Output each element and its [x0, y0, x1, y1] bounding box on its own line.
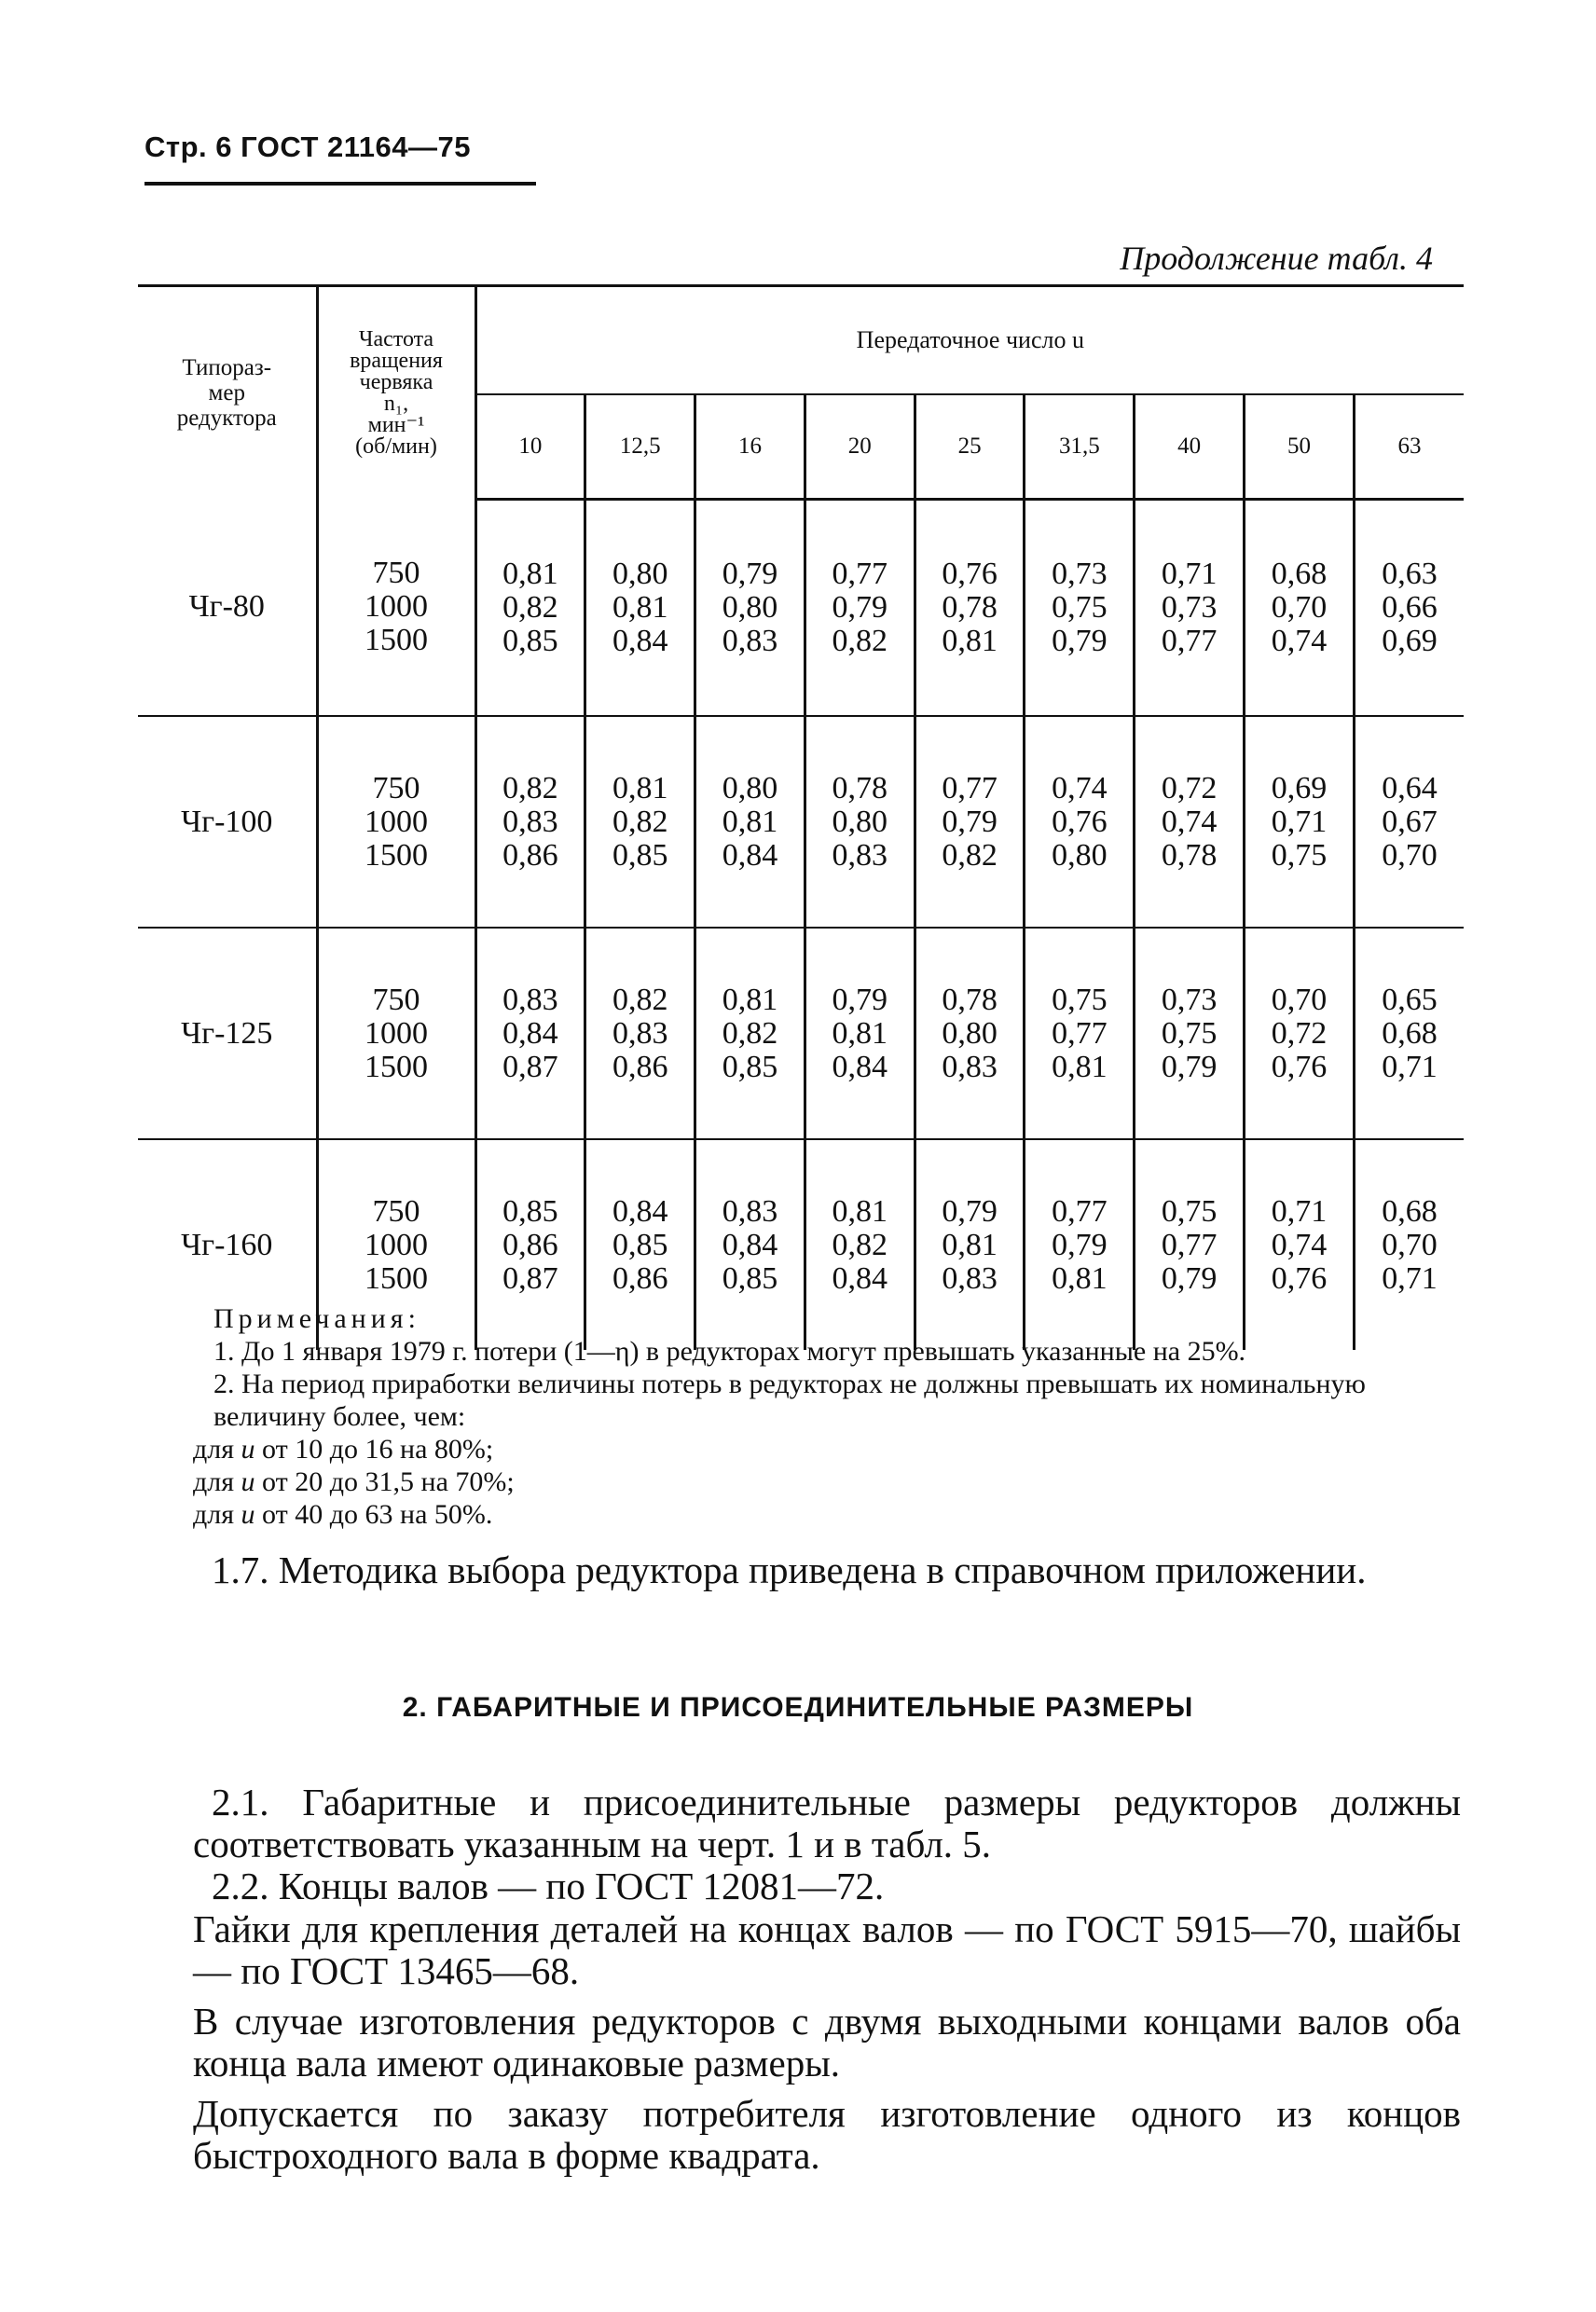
efficiency-cell — [1025, 928, 1135, 1139]
efficiency-value: 0,79 — [942, 804, 998, 839]
efficiency-value: 0,81 — [1052, 1049, 1108, 1084]
efficiency-value: 0,82 — [502, 590, 558, 625]
efficiency-value: 0,64 — [1382, 770, 1438, 805]
efficiency-stack — [696, 557, 804, 658]
efficiency-cell — [1025, 716, 1135, 928]
efficiency-cell — [475, 500, 585, 717]
efficiency-stack — [916, 984, 1024, 1084]
efficiency-value: 0,82 — [942, 837, 998, 873]
efficiency-cell — [1245, 928, 1355, 1139]
efficiency-table — [138, 284, 1464, 1350]
efficiency-value: 0,83 — [832, 837, 888, 873]
notes-title: Примечания: — [213, 1303, 420, 1334]
efficiency-value: 0,81 — [722, 804, 778, 839]
efficiency-stack — [1135, 984, 1243, 1084]
efficiency-cell — [1135, 928, 1245, 1139]
efficiency-value: 0,70 — [1271, 982, 1328, 1017]
efficiency-value: 0,70 — [1382, 1227, 1438, 1262]
worm-speeds — [317, 500, 475, 717]
efficiency-value: 0,87 — [502, 1260, 558, 1296]
efficiency-value: 0,70 — [1271, 590, 1328, 625]
header-frequency-line: вращения — [350, 348, 443, 373]
efficiency-stack — [586, 984, 694, 1084]
efficiency-value: 0,83 — [502, 982, 558, 1017]
efficiency-value: 0,77 — [832, 557, 888, 591]
efficiency-value: 0,81 — [722, 982, 778, 1017]
efficiency-cell — [585, 500, 695, 717]
limit-rest: от 10 до 16 на 80%; — [255, 1434, 494, 1465]
efficiency-value: 0,73 — [1052, 557, 1108, 591]
note-2: 2. На период приработки величины потерь в редукторах не должны превышать их номинальную величину более, чем: — [213, 1369, 1366, 1432]
ratio-value: 10 — [475, 394, 585, 500]
efficiency-value: 0,81 — [942, 1227, 998, 1262]
efficiency-value: 0,68 — [1271, 557, 1328, 591]
efficiency-value: 0,75 — [1271, 837, 1328, 873]
table-row — [138, 500, 1464, 717]
efficiency-value: 0,83 — [722, 624, 778, 658]
efficiency-value: 0,74 — [1271, 624, 1328, 658]
efficiency-value: 0,76 — [942, 557, 998, 591]
efficiency-stack — [1245, 1195, 1353, 1296]
efficiency-value: 0,80 — [722, 770, 778, 805]
paragraph-2-2 — [193, 1865, 1461, 1907]
efficiency-value: 0,65 — [1382, 982, 1438, 1017]
efficiency-cell — [805, 928, 915, 1139]
efficiency-value: 0,79 — [832, 590, 888, 625]
efficiency-value: 0,63 — [1382, 557, 1438, 591]
efficiency-stack — [1135, 1195, 1243, 1296]
efficiency-value: 0,83 — [942, 1260, 998, 1296]
efficiency-stack — [477, 1195, 585, 1296]
efficiency-cell — [475, 716, 585, 928]
efficiency-value: 0,76 — [1271, 1049, 1328, 1084]
efficiency-value: 0,67 — [1382, 804, 1438, 839]
efficiency-cell — [695, 928, 805, 1139]
ratio-value: 50 — [1245, 394, 1355, 500]
efficiency-stack — [696, 1195, 804, 1296]
limit-rest: от 40 до 63 на 50%. — [255, 1499, 493, 1530]
efficiency-value: 0,79 — [1161, 1049, 1218, 1084]
header-type-line: мер — [208, 380, 245, 406]
efficiency-value: 0,75 — [1161, 1015, 1218, 1051]
efficiency-value: 0,78 — [942, 982, 998, 1017]
efficiency-stack — [1245, 557, 1353, 658]
paragraph-square-text: Допускается по заказу потребителя изготовление одного из концов быстроходного вала в форме квадрата. — [193, 2092, 1461, 2177]
header-frequency-line: (об/мин) — [355, 434, 437, 459]
efficiency-value: 0,85 — [722, 1049, 778, 1084]
limit-variable: u — [241, 1466, 255, 1497]
efficiency-stack — [1025, 557, 1133, 658]
table-row — [138, 716, 1464, 928]
header-type-line: Типораз- — [182, 355, 272, 381]
speed-stack — [319, 557, 475, 657]
efficiency-stack — [1135, 772, 1243, 873]
header-worm-frequency — [317, 286, 475, 500]
efficiency-value: 0,86 — [612, 1049, 668, 1084]
efficiency-value: 0,84 — [612, 624, 668, 658]
efficiency-value: 0,84 — [832, 1049, 888, 1084]
efficiency-cell — [585, 928, 695, 1139]
efficiency-value: 0,76 — [1271, 1260, 1328, 1296]
ratio-value: 20 — [805, 394, 915, 500]
efficiency-value: 0,68 — [1382, 1015, 1438, 1051]
efficiency-stack — [806, 1195, 914, 1296]
efficiency-value: 0,81 — [832, 1193, 888, 1229]
efficiency-value: 0,83 — [722, 1193, 778, 1229]
efficiency-value: 0,85 — [612, 837, 668, 873]
efficiency-stack — [916, 772, 1024, 873]
note-1: 1. До 1 января 1979 г. потери (1—η) в редукторах могут превышать указанные на 25%. — [213, 1336, 1246, 1367]
efficiency-value: 0,86 — [502, 837, 558, 873]
efficiency-cell — [805, 500, 915, 717]
efficiency-cell — [1135, 500, 1245, 717]
efficiency-stack — [586, 557, 694, 658]
efficiency-stack — [477, 984, 585, 1084]
efficiency-cell — [1135, 716, 1245, 928]
efficiency-value: 0,80 — [1052, 837, 1108, 873]
ratio-value: 12,5 — [585, 394, 695, 500]
speed-value: 1500 — [365, 1049, 428, 1084]
paragraph-2-2-text: 2.2. Концы валов — по ГОСТ 12081—72. — [212, 1865, 885, 1907]
efficiency-value: 0,79 — [722, 557, 778, 591]
speed-value: 750 — [372, 556, 420, 591]
efficiency-stack — [916, 1195, 1024, 1296]
efficiency-value: 0,82 — [612, 982, 668, 1017]
paragraph-1-7 — [193, 1549, 1461, 1591]
header-rule — [144, 182, 536, 186]
efficiency-value: 0,82 — [832, 624, 888, 658]
efficiency-value: 0,80 — [722, 590, 778, 625]
efficiency-value: 0,83 — [612, 1015, 668, 1051]
limit-line — [193, 1433, 1461, 1466]
efficiency-value: 0,72 — [1271, 1015, 1328, 1051]
efficiency-value: 0,82 — [612, 804, 668, 839]
section-2-heading: 2. ГАБАРИТНЫЕ И ПРИСОЕДИНИТЕЛЬНЫЕ РАЗМЕРЫ — [402, 1692, 1194, 1723]
limit-line — [193, 1466, 1461, 1498]
efficiency-cell — [695, 500, 805, 717]
header-gear-ratio: Передаточное число u — [475, 286, 1464, 395]
efficiency-value: 0,79 — [832, 982, 888, 1017]
header-type-size — [138, 286, 317, 500]
efficiency-value: 0,66 — [1382, 590, 1438, 625]
efficiency-value: 0,73 — [1161, 590, 1218, 625]
table-row — [138, 928, 1464, 1139]
speed-value: 750 — [372, 1193, 420, 1229]
efficiency-value: 0,73 — [1161, 982, 1218, 1017]
efficiency-value: 0,77 — [1052, 1015, 1108, 1051]
efficiency-stack — [1025, 1195, 1133, 1296]
efficiency-stack — [1245, 984, 1353, 1084]
efficiency-cell — [915, 500, 1025, 717]
efficiency-cell — [1025, 500, 1135, 717]
efficiency-value: 0,74 — [1161, 804, 1218, 839]
paragraph-2-1 — [193, 1782, 1461, 1865]
efficiency-cell — [915, 928, 1025, 1139]
efficiency-value: 0,74 — [1271, 1227, 1328, 1262]
efficiency-value: 0,81 — [832, 1015, 888, 1051]
efficiency-stack — [1355, 772, 1464, 873]
efficiency-value: 0,78 — [942, 590, 998, 625]
efficiency-stack — [1025, 984, 1133, 1084]
gear-type: Чг-125 — [138, 928, 317, 1139]
gear-type: Чг-80 — [138, 500, 317, 717]
efficiency-cell — [1354, 716, 1464, 928]
efficiency-value: 0,81 — [502, 557, 558, 591]
speed-value: 1500 — [365, 837, 428, 873]
table-body — [138, 500, 1464, 1351]
efficiency-value: 0,68 — [1382, 1193, 1438, 1229]
efficiency-value: 0,71 — [1382, 1049, 1438, 1084]
paragraph-two-ends-text: В случае изготовления редукторов с двумя выходными концами валов оба конца вала имеют одинаковые размеры. — [193, 2000, 1461, 2085]
efficiency-value: 0,82 — [722, 1015, 778, 1051]
efficiency-value: 0,79 — [1161, 1260, 1218, 1296]
efficiency-stack — [477, 557, 585, 658]
efficiency-value: 0,84 — [502, 1015, 558, 1051]
efficiency-value: 0,70 — [1382, 837, 1438, 873]
ratio-value: 25 — [915, 394, 1025, 500]
efficiency-cell — [475, 928, 585, 1139]
efficiency-cell — [1245, 716, 1355, 928]
efficiency-value: 0,80 — [612, 557, 668, 591]
speed-value: 1000 — [365, 1015, 428, 1051]
page-header: Стр. 6 ГОСТ 21164—75 — [144, 131, 472, 163]
ratio-value: 31,5 — [1025, 394, 1135, 500]
efficiency-value: 0,78 — [1161, 837, 1218, 873]
efficiency-value: 0,77 — [1161, 624, 1218, 658]
worm-speeds — [317, 716, 475, 928]
speed-stack — [319, 984, 475, 1084]
speed-stack — [319, 772, 475, 873]
efficiency-cell — [695, 716, 805, 928]
limit-variable: u — [241, 1434, 255, 1465]
speed-value: 1000 — [365, 589, 428, 625]
efficiency-stack — [477, 772, 585, 873]
efficiency-cell — [1354, 928, 1464, 1139]
ratio-value: 40 — [1135, 394, 1245, 500]
paragraph-nuts — [193, 1908, 1461, 1992]
efficiency-value: 0,81 — [1052, 1260, 1108, 1296]
efficiency-value: 0,72 — [1161, 770, 1218, 805]
efficiency-value: 0,75 — [1161, 1193, 1218, 1229]
speed-value: 1000 — [365, 804, 428, 839]
limit-rest: от 20 до 31,5 на 70%; — [255, 1466, 515, 1497]
efficiency-value: 0,81 — [942, 624, 998, 658]
efficiency-value: 0,69 — [1382, 624, 1438, 658]
efficiency-stack — [1355, 557, 1464, 658]
notes-block — [193, 1302, 1461, 1531]
efficiency-value: 0,75 — [1052, 590, 1108, 625]
efficiency-value: 0,86 — [612, 1260, 668, 1296]
efficiency-value: 0,85 — [502, 624, 558, 658]
efficiency-cell — [915, 716, 1025, 928]
efficiency-value: 0,84 — [722, 1227, 778, 1262]
efficiency-stack — [586, 1195, 694, 1296]
efficiency-value: 0,77 — [1052, 1193, 1108, 1229]
efficiency-value: 0,77 — [942, 770, 998, 805]
limit-prefix: для — [193, 1499, 241, 1530]
efficiency-stack — [916, 557, 1024, 658]
efficiency-value: 0,85 — [502, 1193, 558, 1229]
efficiency-cell — [805, 716, 915, 928]
efficiency-value: 0,69 — [1271, 770, 1328, 805]
efficiency-value: 0,71 — [1271, 1193, 1328, 1229]
efficiency-value: 0,79 — [1052, 1227, 1108, 1262]
speed-value: 750 — [372, 770, 420, 805]
header-frequency-line: n₁, — [383, 391, 409, 416]
speed-value: 750 — [372, 982, 420, 1017]
efficiency-value: 0,81 — [612, 770, 668, 805]
efficiency-stack — [696, 984, 804, 1084]
limit-prefix: для — [193, 1434, 241, 1465]
efficiency-stack — [1245, 772, 1353, 873]
paragraph-2-1-text: 2.1. Габаритные и присоединительные размеры редукторов должны соответствовать указанным на черт. 1 и в табл. 5. — [193, 1781, 1461, 1865]
speed-value: 1500 — [365, 1260, 428, 1296]
speed-stack — [319, 1195, 475, 1296]
efficiency-value: 0,79 — [1052, 624, 1108, 658]
header-frequency-line: червяка — [359, 369, 433, 394]
efficiency-value: 0,82 — [502, 770, 558, 805]
table-head — [138, 286, 1464, 500]
speed-value: 1500 — [365, 623, 428, 658]
efficiency-cell — [1354, 500, 1464, 717]
header-frequency-line: мин⁻¹ — [367, 412, 425, 437]
limit-prefix: для — [193, 1466, 241, 1497]
paragraph-square — [193, 2093, 1461, 2177]
efficiency-value: 0,71 — [1271, 804, 1328, 839]
table-caption: Продолжение табл. 4 — [1120, 240, 1433, 277]
efficiency-value: 0,87 — [502, 1049, 558, 1084]
efficiency-stack — [1025, 772, 1133, 873]
note-limits — [193, 1433, 1461, 1531]
efficiency-stack — [1135, 557, 1243, 658]
efficiency-cell — [1245, 500, 1355, 717]
ratio-value: 16 — [695, 394, 805, 500]
paragraph-1-7-text: 1.7. Методика выбора редуктора приведена в справочном приложении. — [212, 1548, 1367, 1591]
efficiency-value: 0,80 — [942, 1015, 998, 1051]
gear-type: Чг-100 — [138, 716, 317, 928]
efficiency-value: 0,85 — [612, 1227, 668, 1262]
efficiency-value: 0,80 — [832, 804, 888, 839]
efficiency-stack — [1355, 1195, 1464, 1296]
efficiency-value: 0,77 — [1161, 1227, 1218, 1262]
speed-value: 1000 — [365, 1227, 428, 1262]
paragraph-two-ends — [193, 2001, 1461, 2085]
efficiency-value: 0,84 — [832, 1260, 888, 1296]
efficiency-stack — [806, 557, 914, 658]
worm-speeds — [317, 928, 475, 1139]
limit-variable: u — [241, 1499, 255, 1530]
efficiency-value: 0,84 — [722, 837, 778, 873]
efficiency-stack — [806, 984, 914, 1084]
efficiency-value: 0,75 — [1052, 982, 1108, 1017]
efficiency-value: 0,74 — [1052, 770, 1108, 805]
efficiency-value: 0,86 — [502, 1227, 558, 1262]
gear-type: Чг-160 — [181, 1227, 273, 1262]
efficiency-value: 0,71 — [1382, 1260, 1438, 1296]
efficiency-stack — [806, 772, 914, 873]
efficiency-value: 0,83 — [942, 1049, 998, 1084]
ratio-value: 63 — [1354, 394, 1464, 500]
efficiency-stack — [696, 772, 804, 873]
efficiency-cell — [585, 716, 695, 928]
efficiency-value: 0,78 — [832, 770, 888, 805]
efficiency-stack — [586, 772, 694, 873]
header-frequency-line: Частота — [358, 326, 434, 351]
efficiency-stack — [1355, 984, 1464, 1084]
limit-line — [193, 1498, 1461, 1531]
header-type-line: редуктора — [176, 406, 277, 432]
paragraph-nuts-text: Гайки для крепления деталей на концах валов — по ГОСТ 5915—70, шайбы — по ГОСТ 13465—68. — [193, 1907, 1461, 1992]
efficiency-value: 0,82 — [832, 1227, 888, 1262]
efficiency-value: 0,85 — [722, 1260, 778, 1296]
efficiency-value: 0,79 — [942, 1193, 998, 1229]
table-header-row — [138, 286, 1464, 395]
efficiency-value: 0,81 — [612, 590, 668, 625]
efficiency-value: 0,83 — [502, 804, 558, 839]
efficiency-value: 0,76 — [1052, 804, 1108, 839]
efficiency-value: 0,71 — [1161, 557, 1218, 591]
efficiency-value: 0,84 — [612, 1193, 668, 1229]
